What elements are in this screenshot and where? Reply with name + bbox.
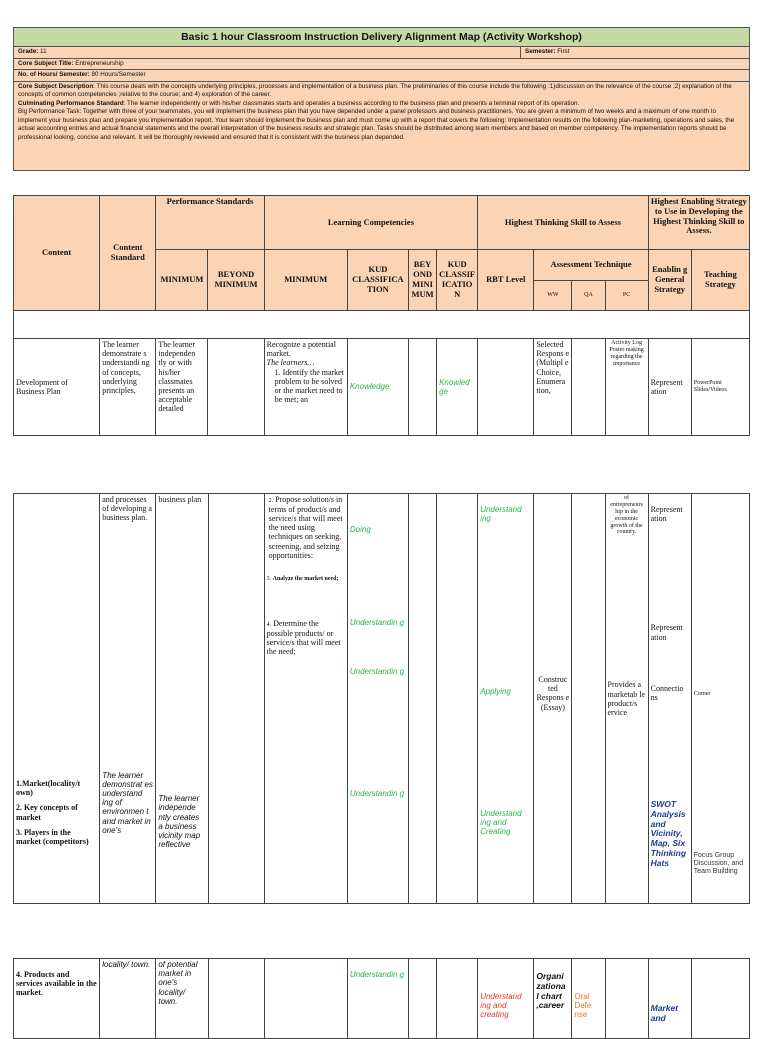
lc-min-cell: 2. Propose solution/s in terms of product/s and service/s that will meet the need using techniques on seeking, screening, and seizing opportunities: 3. Analyze the market need; 4. Determine the possible products/ or service/s that will meet the need; (264, 494, 347, 904)
col-highest-enabling: Highest Enabling Strategy to Use in Developing the Highest Thinking Skill to Assess. (648, 196, 749, 250)
col-performance-standards: Performance Standards (156, 196, 264, 250)
kud2-cell: Knowled ge (437, 339, 478, 436)
col-lc-minimum: MINIMUM (264, 250, 347, 311)
col-kud-classification-2: KUD CLASSIF ICATIO N (437, 250, 478, 311)
perf-beyond-cell (208, 339, 264, 436)
col-beyond-mini: BEY OND MINI MUM (409, 250, 437, 311)
pc-cell: Activity Log Poster making regarding the importance (605, 339, 648, 436)
kud-cell: Understandin g (347, 959, 408, 1039)
col-kud-classification: KUD CLASSIFICA TION (347, 250, 408, 311)
col-learning-competencies: Learning Competencies (264, 196, 478, 250)
kud-cell: Knowledge (347, 339, 408, 436)
col-qa: QA (572, 281, 605, 311)
lc-min-cell (264, 959, 347, 1039)
teaching-cell: Corner Focus Group Discussion, and Team Building (691, 494, 749, 904)
grade-cell: Grade: 11 (14, 47, 521, 59)
teaching-cell (691, 959, 749, 1039)
perf-min-cell: business plan The learner independe ntly creates a business vicinity map reflective (156, 494, 208, 904)
content-cell: 1.Market(locality/t own) 2. Key concepts of market 3. Players in the market (competitors) (14, 494, 100, 904)
col-content: Content (14, 196, 100, 311)
alignment-table-page2 (13, 493, 750, 904)
col-highest-thinking: Highest Thinking Skill to Assess (478, 196, 648, 250)
rbt-cell: Understand ing Applying Understand ing and Creating (478, 494, 534, 904)
semester-cell: Semester: First (521, 47, 750, 59)
beyond-mini-cell (409, 959, 437, 1039)
alignment-table-page1 (13, 195, 750, 436)
kud-cell: Doing Understandin g Understandin g Understandin g (347, 494, 408, 904)
col-beyond-minimum: BEYOND MINIMUM (208, 250, 264, 311)
rbt-cell (478, 339, 534, 436)
table-row (14, 339, 750, 436)
col-teaching-strategy: Teaching Strategy (691, 250, 749, 311)
ww-cell: Organi zationa l chart ,career (534, 959, 572, 1039)
ww-cell: Construc ted Respons e (Essay) (534, 494, 572, 904)
spacer-row (14, 311, 750, 339)
perf-min-cell: of potential market in one's locality/ town. (156, 959, 208, 1039)
lc-min-cell: Recognize a potential market. The learners… 1. Identify the market problem to be solved or the market need to be met; an (264, 339, 347, 436)
col-rbt-level: RBT Level (478, 250, 534, 311)
qa-cell (572, 339, 605, 436)
beyond-mini-cell (409, 494, 437, 904)
enabling-cell: Represent ation (648, 339, 691, 436)
rbt-cell: Understand ing and creating (478, 959, 534, 1039)
col-enabling-general: Enablin g General Strategy (648, 250, 691, 311)
qa-cell: Oral Defe nse (572, 959, 605, 1039)
content-cell: 4. Products and services available in the market. (14, 959, 100, 1039)
enabling-cell: Market and (648, 959, 691, 1039)
content-standard-cell: The learner demonstrate s understandi ng of concepts, underlying principles, (100, 339, 156, 436)
table-row (14, 959, 750, 1039)
col-assessment-technique: Assessment Technique (534, 250, 648, 281)
alignment-table-page3 (13, 958, 750, 1039)
page-title: Basic 1 hour Classroom Instruction Delivery Alignment Map (Activity Workshop) (14, 28, 750, 47)
beyond-mini-cell (409, 339, 437, 436)
subject-title-cell: Core Subject Title: Entrepreneurship (14, 58, 750, 70)
perf-beyond-cell (208, 494, 264, 904)
col-pc: PC (605, 281, 648, 311)
kud2-cell (437, 959, 478, 1039)
qa-cell (572, 494, 605, 904)
col-minimum: MINIMUM (156, 250, 208, 311)
perf-min-cell: The learner independen tly or with his/her classmates presents an acceptable detailed (156, 339, 208, 436)
content-cell: Development of Business Plan (14, 339, 100, 436)
perf-beyond-cell (208, 959, 264, 1039)
ww-cell: Selected Respons e (Multipl e Choice, Enumera tion, (534, 339, 572, 436)
pc-cell (605, 959, 648, 1039)
table-row (14, 494, 750, 904)
header-table (13, 27, 750, 171)
content-standard-cell: locality/ town. (100, 959, 156, 1039)
enabling-cell: Represent ation Represent ation Connectio ns SWOT Analysis and Vicinity, Map, Six Thinking Hats (648, 494, 691, 904)
teaching-cell: PowerPoint Slides/Videos (691, 339, 749, 436)
content-standard-cell: and processes of developing a business plan. The learner demonstrat es understand ing of environmen t and market in one's (100, 494, 156, 904)
col-content-standard: Content Standard (100, 196, 156, 311)
pc-cell: of entrepreneurs hip in the economic growth of the country. Provides a marketab le product/s ervice (605, 494, 648, 904)
col-ww: WW (534, 281, 572, 311)
hours-cell: No. of Hours/ Semester: 80 Hours/Semester (14, 70, 750, 82)
kud2-cell (437, 494, 478, 904)
description-cell: Core Subject Description: This course deals with the concepts underlying principles, processes and implementation of a business plan. The preliminaries of this course include the following :1)discussion on the relevance of the course ;2) explanation of the concepts of common competencies ;relative to the course; and 4) exploration of the career. Culminating Performance Standard: The learner independently or with his/her classmates starts and operates a business according to the business plan and presents a terminal report of its operation. Big Performance Task: Together with three of your teammates, you will implement the business plan that you have depended under a panel professors and business practitioners. You are given a minimum of two weeks and a maximum of one month to implement your business plan and prepare you implementation report. Your team should implement the business plan and must come up with a report that covers the following: Implementation results on the following plan-marketing, operations and sales, the actual accounting entries and actual financial statements and the overall interpretation of the business results and strategic plan. Tasks should be distributed among team members and based on member competency. The implementation reports should be professional looking, concise and relevant. It will be thoroughly reviewed and ensured that it is consistent with the business plan depended. (14, 81, 750, 170)
